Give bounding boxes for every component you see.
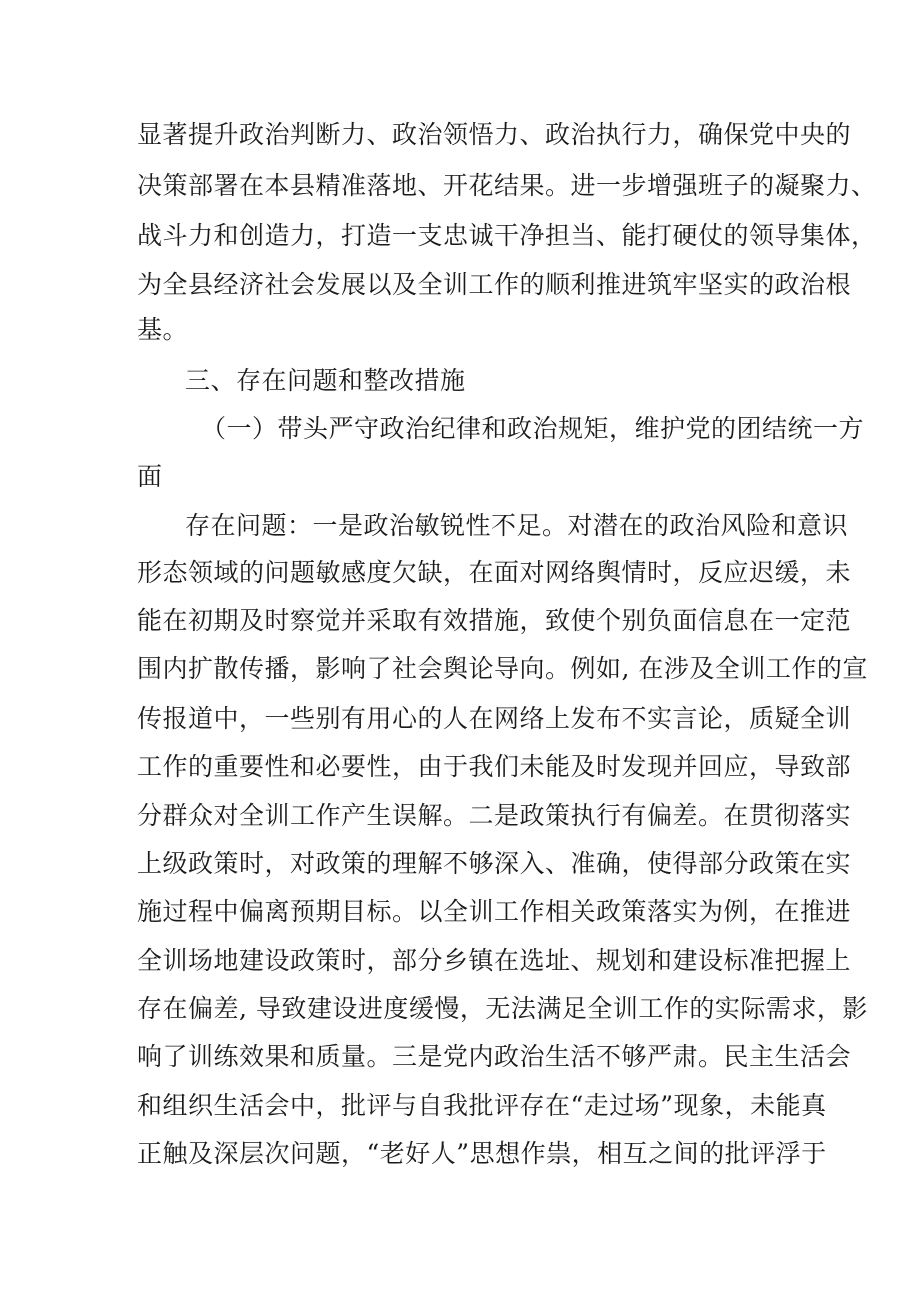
body-text-line: 响了训练效果和质量。三是党内政治生活不够严肃。民主生活会 [137, 1042, 852, 1071]
body-text-line: 形态领域的问题敏感度欠缺，在面对网络舆情时，反应迟缓，未 [137, 558, 852, 587]
paragraph-first-line: 存在问题：一是政治敏锐性不足。对潜在的政治风险和意识 [185, 511, 849, 540]
body-text-line: 全训场地建设政策时，部分乡镇在选址、规划和建设标准把握上 [137, 946, 852, 975]
body-text-line: 和组织生活会中，批评与自我批评存在“走过场”现象，未能真 [137, 1091, 827, 1120]
body-text-line: 正触及深层次问题，“老好人”思想作祟，相互之间的批评浮于 [137, 1139, 827, 1168]
body-text-line: 战斗力和创造力，打造一支忠诚干净担当、能打硬仗的领导集体， [137, 221, 877, 250]
subsection-heading: （一）带头严守政治纪律和政治规矩，维护党的团结统一方 [201, 414, 865, 443]
subsection-heading-continued: 面 [137, 462, 163, 491]
body-text-line: 基。 [137, 315, 189, 344]
body-text-line: 能在初期及时察觉并采取有效措施，致使个别负面信息在一定范 [137, 606, 852, 635]
section-heading: 三、存在问题和整改措施 [185, 366, 466, 395]
body-text-line: 施过程中偏离预期目标。以全训工作相关政策落实为例，在推进 [137, 897, 852, 926]
body-text-line: 传报道中，一些别有用心的人在网络上发布不实言论，质疑全训 [137, 704, 852, 733]
body-text-line: 为全县经济社会发展以及全训工作的顺利推进筑牢坚实的政治根 [137, 270, 852, 299]
body-text-line: 存在偏差, 导致建设进度缓慢，无法满足全训工作的实际需求，影 [137, 994, 868, 1023]
body-text-line: 上级政策时，对政策的理解不够深入、准确，使得部分政策在实 [137, 849, 852, 878]
body-text-line: 围内扩散传播，影响了社会舆论导向。例如, 在涉及全训工作的宣 [137, 654, 868, 683]
body-text-line: 分群众对全训工作产生误解。二是政策执行有偏差。在贯彻落实 [137, 801, 852, 830]
body-text-line: 显著提升政治判断力、政治领悟力、政治执行力，确保党中央的 [137, 120, 852, 149]
body-text-line: 工作的重要性和必要性，由于我们未能及时发现并回应，导致部 [137, 752, 852, 781]
body-text-line: 决策部署在本县精准落地、开花结果。进一步增强班子的凝聚力、 [137, 171, 877, 200]
